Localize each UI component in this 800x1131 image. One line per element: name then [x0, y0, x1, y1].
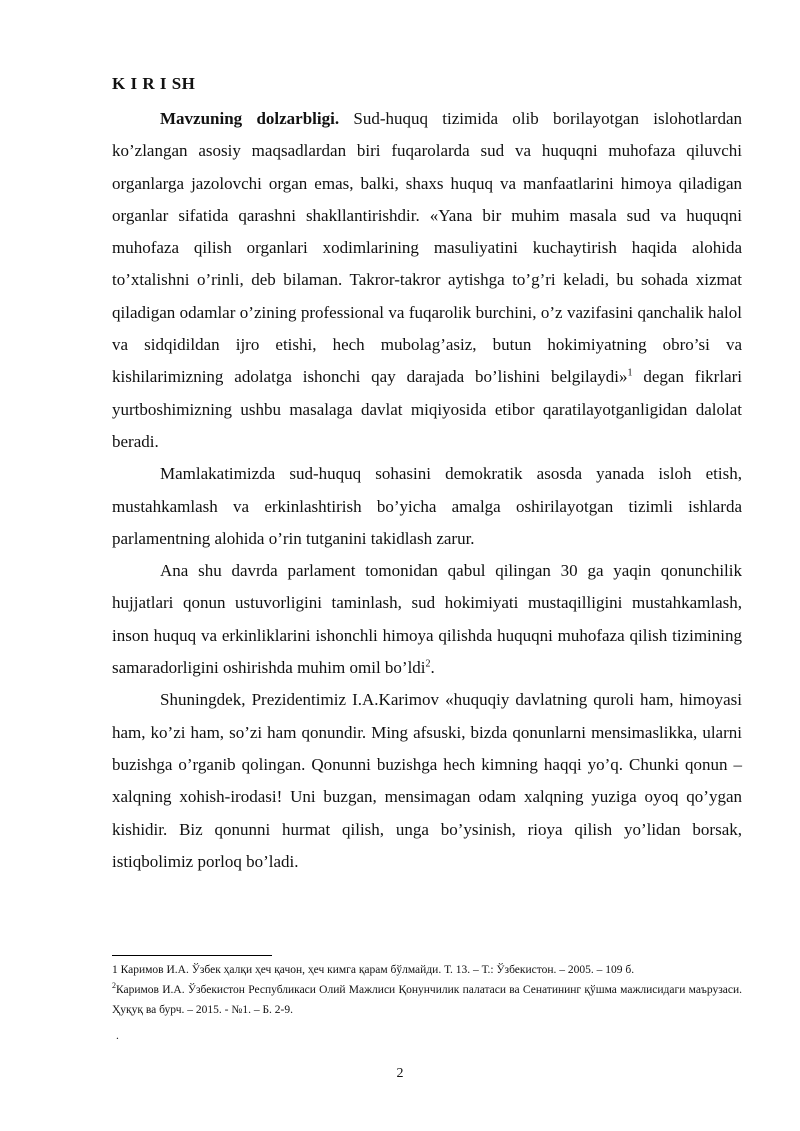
- paragraph-4: Shuningdek, Prezidentimiz I.A.Karimov «huquqiy davlatning quroli ham, himoyasi ham, ko’zi ham, so’zi ham qonundir. Ming afsuski, bizda qonunlarni mensimaslikka, ularni buzishga o’rganib qolingan. Qonunni buzishga hech kimning haqqi yo’q. Chunki qonun – xalqning xohish-irodasi! Uni buzgan, mensimagan odam xalqning yuziga oyoq qo’ygan kishidir. Biz qonunni hurmat qilish, unga bo’ysinish, rioya qilish yo’lidan borsak, istiqbolimiz porloq bo’ladi.: [112, 690, 742, 871]
- footnote-ref-1[interactable]: 1: [627, 367, 633, 379]
- paragraph-3-tail: .: [430, 658, 435, 678]
- footnote-2: [112, 980, 742, 1020]
- paragraph-3: [112, 555, 742, 684]
- paragraph-2: Mamlakatimizda sud-huquq sohasini demokratik asosda yanada isloh etish, mustahkamlash va erkinlashtirish bo’yicha amalga oshirilayotgan tizimli ishlarda parlamentning alohida o’rin tutganini takidlash zarur.: [112, 464, 742, 548]
- paragraph-1-text: Sud-huquq tizimida olib borilayotgan islohotlardan ko’zlangan asosiy maqsadlardan biri fuqarolarda sud va huquqni muhofaza qiluvchi organlarga jazolovchi organ emas, balki, shaxs huquq va manfaatlarini himoya qiladigan organlar sifatida qarashni shakllantirishdir. «Yana bir muhim masala sud va huquqni muhofaza qilish organlari xodimlarining masuliyatini kuchaytirish haqida alohida to’xtalishni o’rinli, deb bilaman. Takror-takror aytishga to’g’ri keladi, bu sohada xizmat qiladigan odamlar o’zining professional va fuqarolik burchini, o’z vazifasini qanchalik halol va sidqidildan ijro etishi, hech mubolag’asiz, butun hokimiyatning obro’si va kishilarimizning adolatga ishonchi qay darajada bo’lishini belgilaydi»: [112, 109, 742, 387]
- footnote-divider: [112, 955, 272, 956]
- footnotes: [112, 960, 742, 1020]
- page-number: 2: [396, 1066, 404, 1081]
- page-title: K I R I SH: [112, 74, 196, 93]
- paragraph-lead: Mavzuning dolzarbligi.: [160, 109, 340, 128]
- paragraph-1-tail: degan fikrlari yurtboshimizning ushbu masalaga davlat miqiyosida etibor qaratilayotganligidan dalolat beradi.: [112, 367, 742, 451]
- stray-mark: .: [116, 1030, 119, 1042]
- footnote-ref-2[interactable]: 2: [425, 658, 431, 670]
- footnote-2-marker: 2: [112, 981, 116, 991]
- footnote-2-text: Каримов И.А. Ўзбекистон Республикаси Олий Мажлиси Қонунчилик палатаси ва Сенатининг қўшма мажлисидаги маърузаси. Ҳуқуқ ва бурч. – 2015. - №1. – Б. 2-9.: [112, 984, 742, 1016]
- footnote-1: 1 Каримов И.А. Ўзбек ҳалқи ҳеч қачон, ҳеч кимга қарам бўлмайди. Т. 13. – Т.: Ўзбекистон. – 2005. – 109 б.: [112, 964, 635, 976]
- paragraph-3-text: Ana shu davrda parlament tomonidan qabul qilingan 30 ga yaqin qonunchilik hujjatlari qonun ustuvorligini taminlash, sud hokimiyati mustaqilligini mustahkamlash, inson huquq va erkinliklarini ishonchli himoya qilishda huquqni muhofaza qilish tizimining samaradorligini oshirishda muhim omil bo’ldi: [112, 561, 742, 678]
- paragraph-1: [112, 103, 742, 458]
- body-text: [112, 103, 742, 878]
